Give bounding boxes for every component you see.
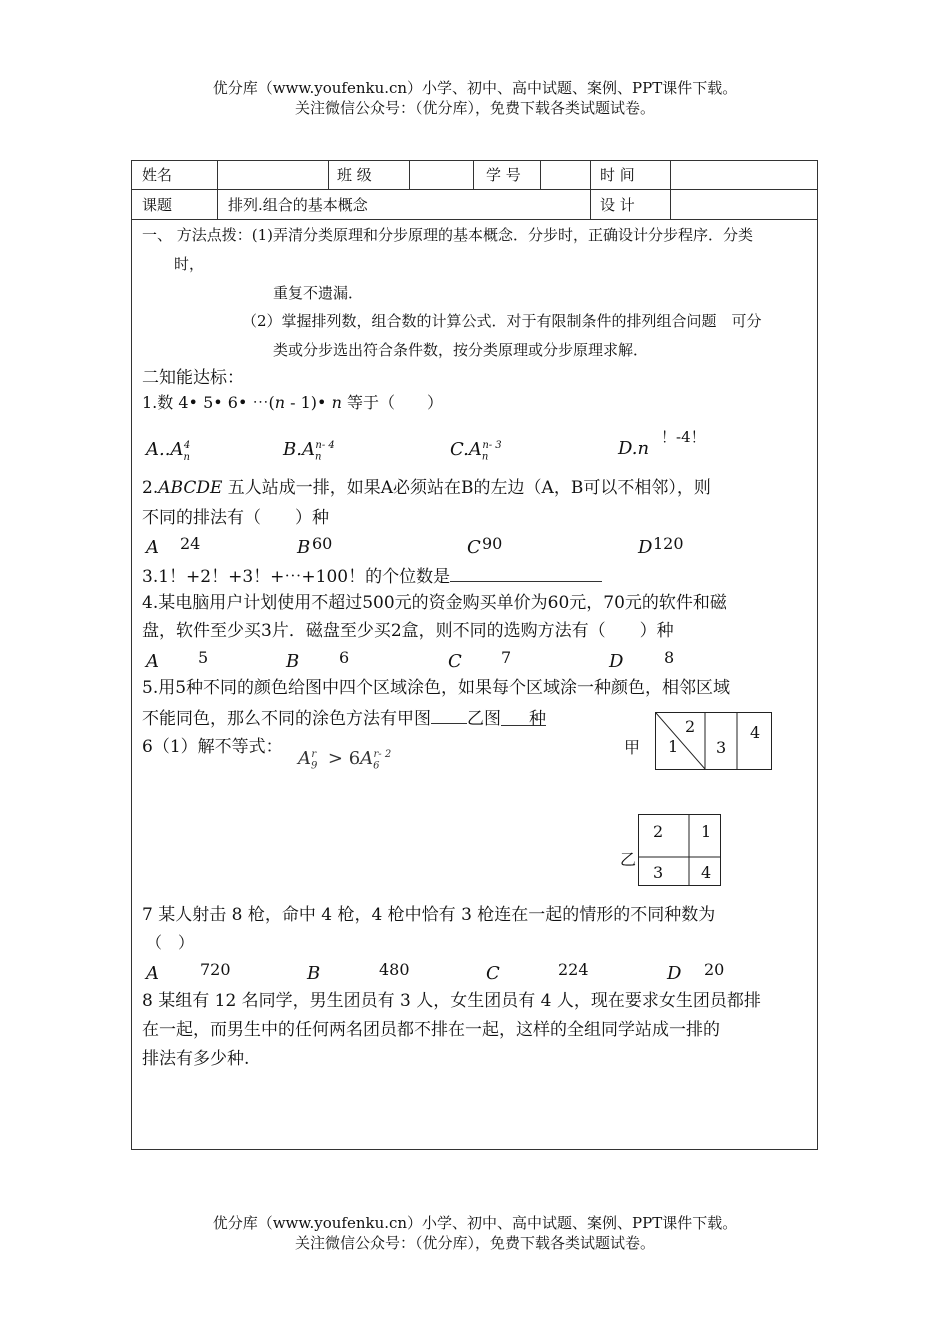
- q1-suffix: 等于（ ）: [346, 393, 443, 412]
- question-7-line-2: （ ）: [146, 933, 195, 952]
- question-7-line-1: 7 某人射击 8 枪，命中 4 枪，4 枪中恰有 3 枪连在一起的情形的不同种数为: [142, 905, 716, 925]
- section-2-heading: 二知能达标：: [142, 368, 244, 388]
- question-6: 6（1）解不等式：: [142, 737, 283, 757]
- figure-jia-cell-3: 3: [716, 738, 727, 757]
- q4-option-d-letter: D: [609, 651, 624, 672]
- q2-option-a-letter: A: [146, 537, 159, 558]
- q1-sub-a: n: [183, 451, 190, 463]
- question-5-line-2: 不能同色，那么不同的涂色方法有甲图 乙图 种: [142, 709, 546, 729]
- q2-option-c-letter: C: [467, 537, 481, 558]
- time-label: 时 间: [600, 166, 635, 184]
- col-divider: [540, 161, 541, 189]
- figure-yi-label: 乙: [620, 850, 637, 869]
- figure-jia-cell-4: 4: [750, 723, 761, 742]
- name-label: 姓名: [142, 166, 173, 184]
- method-line-4: 类或分步选出符合条件数，按分类原理或分步原理求解．: [273, 341, 649, 359]
- question-8-line-1: 8 某组有 12 名同学，男生团员有 3 人，女生团员有 4 人，现在要求女生团员都排: [142, 991, 761, 1011]
- topic-label: 课题: [142, 196, 173, 214]
- q4-option-b-value: 6: [339, 648, 350, 667]
- q4-option-d-value: 8: [664, 648, 675, 667]
- method-line-2: 重复不遗漏．: [273, 284, 364, 302]
- q2-option-b-value: 60: [312, 534, 333, 553]
- worksheet-frame: [131, 160, 818, 1150]
- q5-yi-blank[interactable]: 种: [501, 709, 546, 726]
- question-5-line-1: 5.用5种不同的颜色给图中四个区域涂色，如果每个区域涂一种颜色，相邻区域: [142, 678, 731, 698]
- page-header: [0, 78, 950, 118]
- q7-option-c-letter: C: [486, 963, 500, 984]
- q7-option-d-value: 20: [704, 960, 725, 979]
- method-line-1b: 时，: [174, 255, 205, 273]
- q2-option-c-value: 90: [482, 534, 503, 553]
- col-divider: [590, 161, 591, 219]
- q7-option-a-value: 720: [200, 960, 231, 979]
- q7-option-a-letter: A: [146, 963, 159, 984]
- question-8-line-2: 在一起，而男生中的任何两名团员都不排在一起，这样的全组同学站成一排的: [142, 1020, 720, 1040]
- q1-option-a: $A..A_n^4$: [146, 439, 191, 463]
- q4-option-a-value: 5: [198, 648, 209, 667]
- class-label: 班 级: [337, 166, 372, 184]
- q7-option-b-value: 480: [379, 960, 410, 979]
- col-divider: [670, 161, 671, 219]
- q7-option-b-letter: B: [307, 963, 321, 984]
- q2-option-b-letter: B: [297, 537, 311, 558]
- figure-jia: [655, 712, 772, 770]
- footer-line-1: 优分库（www.youfenku.cn）小学、初中、高中试题、案例、PPT课件下载。: [212, 1214, 738, 1232]
- design-label: 设 计: [600, 196, 635, 214]
- question-4-line-2: 盘，软件至少买3片．磁盘至少买2盒，则不同的选购方法有（ ）种: [142, 621, 674, 641]
- header-line-2: 关注微信公众号：（优分库），免费下载各类试题试卷。: [294, 99, 655, 117]
- q5-jia-blank[interactable]: [431, 707, 467, 724]
- row-divider-1: [132, 189, 817, 190]
- figure-jia-label: 甲: [624, 738, 641, 757]
- figure-yi: [638, 814, 721, 886]
- q7-option-d-letter: D: [667, 963, 682, 984]
- student-id-label: 学 号: [486, 166, 521, 184]
- figure-jia-cell-1: 1: [668, 737, 679, 756]
- col-divider: [328, 161, 329, 189]
- q1-option-c: $C.A_n^{n- 3}$: [450, 439, 502, 463]
- question-2-line-2: 不同的排法有（ ）种: [142, 508, 329, 528]
- topic-value: 排列.组合的基本概念: [228, 196, 368, 214]
- q4-option-a-letter: A: [146, 651, 159, 672]
- q1-option-d: D.n: [618, 438, 650, 459]
- figure-yi-cell-bottom-right: 4: [701, 863, 712, 882]
- question-4-line-1: 4.某电脑用户计划使用不超过500元的资金购买单价为60元，70元的软件和磁: [142, 593, 727, 613]
- figure-jia-cell-2: 2: [685, 717, 696, 736]
- q4-option-c-letter: C: [448, 651, 462, 672]
- q2-option-d-letter: D: [638, 537, 653, 558]
- question-8-line-3: 排法有多少种.: [142, 1049, 250, 1069]
- page-footer: [0, 1213, 950, 1253]
- footer-line-2: 关注微信公众号：（优分库），免费下载各类试题试卷。: [294, 1234, 655, 1252]
- method-line-3: （2）掌握排列数，组合数的计算公式．对于有限制条件的排列组合问题 可分: [242, 312, 762, 330]
- col-divider: [217, 161, 218, 219]
- q1-option-d-extra: ！-4！: [661, 428, 706, 446]
- row-divider-2: [132, 219, 817, 220]
- col-divider: [473, 161, 474, 189]
- q2-option-d-value: 120: [653, 534, 684, 553]
- q4-option-c-value: 7: [501, 648, 512, 667]
- q1-option-b: $B.A_n^{n- 4}$: [283, 439, 335, 463]
- question-1: [142, 393, 443, 413]
- q3-answer-blank[interactable]: [450, 565, 602, 582]
- method-line-1: 一、 方法点拨：(1)弄清分类原理和分步原理的基本概念．分步时，正确设计分步程序．分类: [142, 226, 754, 244]
- q2-abcde: ABCDE: [158, 478, 223, 498]
- question-3: 3.1！+2！+3！+⋯+100！的个位数是: [142, 565, 602, 587]
- q4-option-b-letter: B: [286, 651, 300, 672]
- figure-yi-cell-bottom-left: 3: [653, 863, 664, 882]
- q6-inequality: $A_9^r > 6A_6^{r- 2}$: [298, 748, 392, 772]
- question-2-line-1: 2.ABCDE 五人站成一排，如果A必须站在B的左边（A，B可以不相邻），则: [142, 478, 711, 498]
- q1-prefix: 1.数 4: [142, 393, 189, 412]
- q2-option-a-value: 24: [180, 534, 201, 553]
- q1-sup-a: 4: [183, 440, 191, 451]
- q7-option-c-value: 224: [558, 960, 589, 979]
- header-line-1: 优分库（www.youfenku.cn）小学、初中、高中试题、案例、PPT课件下载。: [212, 79, 738, 97]
- col-divider: [409, 161, 410, 189]
- figure-yi-cell-top-left: 2: [653, 822, 664, 841]
- figure-yi-cell-top-right: 1: [701, 822, 712, 841]
- q1-product-symbols: • 5• 6• ⋯(n - 1)• n: [188, 393, 342, 412]
